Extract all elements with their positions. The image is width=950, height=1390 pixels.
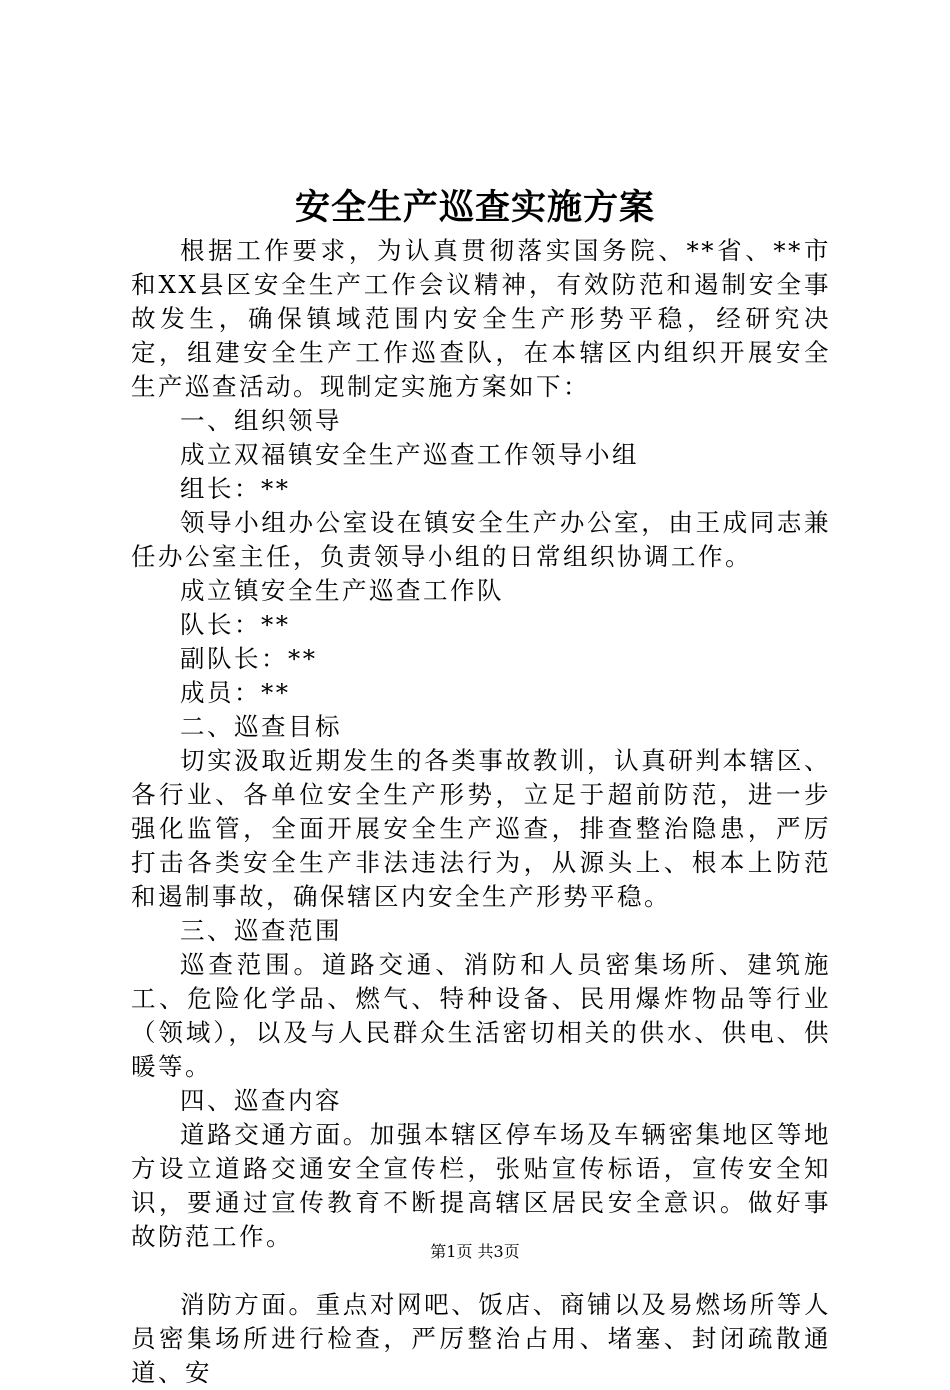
section-heading-2: 二、巡查目标 <box>180 712 342 741</box>
paragraph: 切实汲取近期发生的各类事故教训，认真研判本辖区、各行业、各单位安全生产形势，立足于超前防范，进一步强化监管，全面开展安全生产巡查，排查整治隐患，严厉打击各类安全生产非法违法行为，从源头上、根本上防范和遏制事故，确保辖区内安全生产形势平稳。 <box>131 746 831 911</box>
section-heading-3: 三、巡查范围 <box>180 916 342 945</box>
paragraph: 副队长：** <box>180 644 318 673</box>
paragraph: 巡查范围。道路交通、消防和人员密集场所、建筑施工、危险化学品、燃气、特种设备、民用爆炸物品等行业（领域），以及与人民群众生活密切相关的供水、供电、供暖等。 <box>131 950 831 1081</box>
paragraph-intro: 根据工作要求，为认真贯彻落实国务院、**省、**市和XX县区安全生产工作会议精神，有效防范和遏制安全事故发生，确保镇域范围内安全生产形势平稳，经研究决定，组建安全生产工作巡查队，在本辖区内组织开展安全生产巡查活动。现制定实施方案如下： <box>131 236 831 401</box>
paragraph: 道路交通方面。加强本辖区停车场及车辆密集地区等地方设立道路交通安全宣传栏，张贴宣传标语，宣传安全知识，要通过宣传教育不断提高辖区居民安全意识。做好事故防范工作。 <box>131 1120 831 1251</box>
paragraph: 消防方面。重点对网吧、饭店、商铺以及易燃场所等人员密集场所进行检查，严厉整治占用、堵塞、封闭疏散通道、安 <box>131 1290 831 1387</box>
paragraph: 成立镇安全生产巡查工作队 <box>180 576 504 605</box>
paragraph: 成员：** <box>180 678 291 707</box>
section-heading-4: 四、巡查内容 <box>180 1086 342 1115</box>
document-body <box>131 234 831 1390</box>
page-footer: 第1页 共3页 <box>430 1242 520 1261</box>
paragraph: 成立双福镇安全生产巡查工作领导小组 <box>180 440 639 469</box>
section-heading-1: 一、组织领导 <box>180 406 342 435</box>
paragraph: 领导小组办公室设在镇安全生产办公室，由王成同志兼任办公室主任，负责领导小组的日常组织协调工作。 <box>131 508 831 571</box>
paragraph: 组长：** <box>180 474 291 503</box>
paragraph: 队长：** <box>180 610 291 639</box>
document-title: 安全生产巡查实施方案 <box>294 187 655 228</box>
